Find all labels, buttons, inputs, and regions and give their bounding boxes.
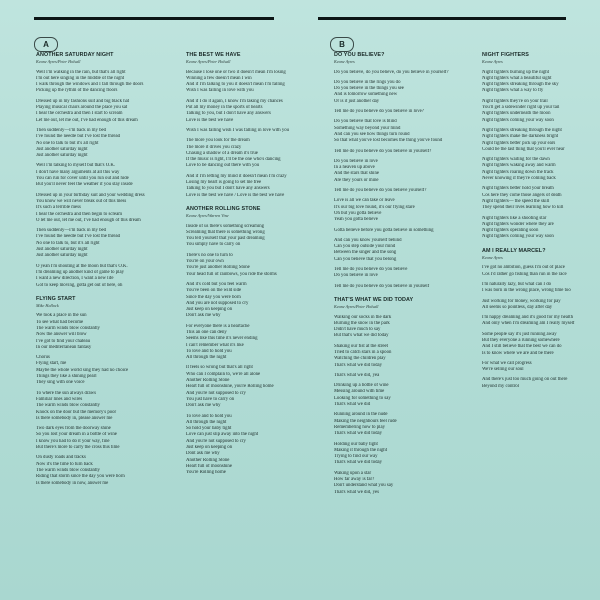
lyric-line: All through the night (186, 419, 227, 425)
stanza (482, 70, 600, 95)
song-block (36, 296, 162, 487)
song-block (186, 52, 312, 199)
lyric-line: That's what we did today (334, 362, 383, 368)
lyric-line: Wish I was falling in love with you (186, 88, 254, 94)
stanza (186, 128, 312, 134)
lyric-line: But there's more to carry the cross this time (36, 445, 120, 451)
lyric-line: That's what we did today (334, 431, 383, 437)
lyric-line: Another Rolling Stone (186, 457, 230, 463)
top-rule-right (318, 17, 566, 20)
lyric-line: Riding that storm since the day you were born (36, 474, 125, 480)
lyric-line: And only when I'm dreaming am I really myself (482, 321, 575, 327)
lyric-line: We're selling our soul (482, 367, 524, 373)
lyric-line: So you lost your dream in a bottle of wine (36, 432, 117, 438)
stanza (482, 216, 600, 241)
lyric-line: I know you had to do it your way, fine (36, 438, 110, 444)
song-credit: Keane Ayres/Warren Vine (186, 213, 229, 219)
lyric-line: Knock on the door but the memory's poor (36, 409, 117, 415)
song-credit: Keane Ayres/Peter Holsall (334, 304, 379, 310)
lyric-line: Then suddenly—I'm back in my bed (36, 228, 107, 234)
lyric-line: You simply have to carry on (186, 242, 241, 248)
lyric-line: No one to talk to but it's all right (36, 140, 99, 146)
stanza (36, 70, 162, 95)
song-title: ANOTHER ROLLING STONE (186, 205, 261, 212)
lyric-line: That's what we did (334, 402, 371, 408)
lyric-line: Night fighters burning up the night (482, 69, 550, 75)
stanza (36, 128, 162, 159)
lyric-line: Then suddenly—I'm back in my bed (36, 127, 107, 133)
lyric-line: Remembering how to play (334, 424, 386, 430)
lyric-line: O let me out, let me out, I've had enough of this dream (36, 217, 141, 223)
lyric-line: Just keep on keeping on (186, 307, 233, 313)
stanza (482, 128, 600, 153)
stanza (334, 442, 460, 467)
stanza (186, 282, 312, 320)
lyric-line: Because I lose one or two it doesn't mean I'm losing (186, 69, 286, 75)
stanza (334, 159, 460, 184)
song-credit: Keane Ayres (482, 255, 503, 261)
song-title: FLYING START (36, 295, 76, 302)
song-credit: Keane Ayres/Peter Holsall (36, 59, 81, 65)
lyric-line: Waking upon a star (334, 470, 372, 476)
lyric-line: You can run for cover until you run out and hide (36, 176, 129, 182)
song-title: DO YOU BELIEVE? (334, 52, 385, 58)
lyric-line: Messing around with time (334, 389, 385, 395)
lyric-line: In a heaven up above (334, 165, 375, 171)
lyric-line: I've found the needle but I've lost the thread (36, 134, 121, 140)
stanza (36, 313, 162, 351)
stanza (186, 70, 312, 95)
lyric-line: It's our big love found, it's our flying stare (334, 204, 415, 210)
lyric-line: Just another saturday night (36, 253, 88, 259)
lyric-line: But they everyone a running somewhere (482, 337, 560, 343)
lyric-line: The more it drives you crazy (186, 144, 242, 150)
lyric-line: Familiar lines and wires (36, 396, 83, 402)
lyric-line: Night fighters make the darkness bright (482, 134, 559, 140)
lyric-line: Night fighters waking away and warm (482, 163, 556, 169)
stanza (36, 391, 162, 422)
lyric-line: You've been on the wild side (186, 288, 242, 294)
lyric-line: Who can I complain to, we're all alone (186, 371, 261, 377)
stanza (482, 99, 600, 124)
lyric-line: Don't ask me why (186, 403, 221, 409)
lyric-line: Running around in the nude (334, 412, 388, 418)
lyric-line: Night fighters they're on your trail (482, 98, 548, 104)
lyric-line: Do you believe in love (334, 158, 378, 164)
lyric-line: Do you believe that love is blind (334, 119, 397, 125)
lyric-line: The warm winds blow constantly (36, 325, 100, 331)
lyric-line: But you'll never feel the weather if you stay inside (36, 182, 133, 188)
lyric-line: So that what you've lost becomes the thing you've found (334, 138, 443, 144)
stanza (36, 264, 162, 289)
lyric-line: Between the singer and the song (334, 250, 397, 256)
lyric-line: Heart full of moonshine, you're Rolling home (186, 384, 274, 390)
song-credit: Keane Ayres/Peter Holsall (186, 59, 231, 65)
lyric-line: Well I'm talking to myself but that's O.K. (36, 163, 116, 169)
lyric-line: Losing my heart is going to set me free (186, 180, 262, 186)
lyric-line: And you're not supposed to cry (186, 438, 246, 444)
song-block (36, 52, 162, 289)
stanza (482, 186, 600, 211)
lyric-line: Or is it just another day (334, 98, 380, 104)
stanza (36, 99, 162, 124)
lyric-line: Two dark eyes from the doorway shine (36, 426, 111, 432)
lyric-line: I've got no ambition, guess I'm out of place (482, 265, 565, 271)
lyric-line: Got to keep moving, gotta get out of here, oh (36, 282, 123, 288)
stanza (482, 332, 600, 357)
lyric-line: On dusty roads and tracks (36, 455, 86, 461)
lyric-line: It's such a terrible mess (36, 205, 81, 211)
stanza (36, 426, 162, 451)
stanza (36, 228, 162, 259)
lyric-line: Another Rolling Stone (186, 378, 230, 384)
lyric-line: Since the day you were born (186, 294, 241, 300)
lyric-line: Put all my money in the sports of hearts (186, 105, 263, 111)
lyric-line: And you're not supposed to cry (186, 390, 246, 396)
lyric-line: Making it through the night (334, 447, 388, 453)
stanza (482, 315, 600, 328)
lyric-line: Chorus (36, 355, 50, 361)
lyric-line: Dressed up in your birthday suit and your wedding dress (36, 192, 145, 198)
lyric-line: Love to be dancing out there with you (186, 163, 260, 169)
lyric-line: Talking to you but I don't have any answers (186, 186, 270, 192)
lyric-line: Just keep on keeping on (186, 445, 233, 451)
lyric-line: Just working for money, working for pay (482, 298, 561, 304)
lyric-line: It feels so wrong but that's all right (186, 365, 253, 371)
lyric-line: Do you believe, do you believe, do you believe in yourself? (334, 69, 449, 75)
lyric-line: Dont ask me why (186, 451, 220, 457)
lyric-line: Night fighters what a beautiful sight (482, 75, 552, 81)
lyric-line: Things they like a shining pearl (36, 374, 97, 380)
lyric-line: Walking our socks in the dark (334, 314, 392, 320)
lyric-line: Love is all we can take or leave (334, 198, 395, 204)
lyric-line: For everyone there is a heartache (186, 323, 250, 329)
song-title: THE BEST WE HAVE (186, 52, 241, 58)
lyric-line: Cos I'd rather go fishing than run in the race (482, 271, 567, 277)
lyric-line: To see what had become (36, 319, 84, 325)
stanza (334, 149, 460, 155)
lyric-line: Is there somebody in now, answer me (36, 480, 109, 486)
stanza (36, 163, 162, 188)
lyric-line: Night fighters what a way to fly (482, 88, 544, 94)
lyric-line: Beyond my control (482, 383, 520, 389)
lyric-line: Never knowing if they're coming back (482, 176, 556, 182)
stanza (334, 471, 460, 496)
stanza (334, 238, 460, 263)
lyric-line: Talking to you, but I don't have any answers (186, 111, 271, 117)
stanza (334, 198, 460, 223)
lyric-line: Tell me do you believe do you believe in yourself? (334, 148, 432, 154)
stanza (334, 344, 460, 369)
lyric-line: Picking up the rythm of the dancing floors (36, 88, 118, 94)
lyric-line: Seems like this time it's never ending (186, 336, 258, 342)
stanza (334, 267, 460, 280)
stanza (482, 377, 600, 390)
lyric-line: Inside of us there's something screaming (186, 223, 264, 229)
song-block (482, 248, 600, 390)
song-credit: Keane Ayres (334, 59, 355, 65)
lyric-line: For what we call progress (482, 360, 532, 366)
lyric-line: Can you step outside your mind (334, 244, 396, 250)
lyric-line: But that's what we did today (334, 333, 389, 339)
lyric-line: To love and to hold you (186, 348, 232, 354)
lyric-line: Burning the snow in the park (334, 320, 390, 326)
lyric-line: Some people say it's just running away (482, 331, 557, 337)
lyric-line: Tell me do you believe do you believe (334, 267, 408, 273)
lyrics-column-4 (482, 52, 600, 397)
top-rule-left (34, 17, 274, 20)
lyric-line: I hear the orchestra and then I start to scream (36, 111, 123, 117)
lyric-line: I was born in the wrong place, wrong time too (482, 288, 571, 294)
lyric-line: The warm winds blow constantly (36, 403, 100, 409)
lyric-line: Love is the best we have / Love is the best we have (186, 192, 285, 198)
lyric-line: O yeah I'm shouting at the moon but that's O.K. (36, 263, 128, 269)
stanza (186, 253, 312, 278)
lyric-line: Didn't have much to say (334, 327, 381, 333)
lyric-line: Chasing a shadow of a dream it's true (186, 150, 258, 156)
lyric-line: Playing musical chairs around the place you sat (36, 105, 128, 111)
lyric-line: Night fighters— the speed the skill (482, 198, 550, 204)
lyric-line: I've got to find your chateau (36, 338, 91, 344)
song-block (482, 52, 600, 241)
lyric-line: Night fighters better hold your breath (482, 186, 554, 192)
lyric-line: Love is the best we have (186, 117, 234, 123)
lyric-line: So hold your baby tight (186, 426, 232, 432)
lyric-line: I've found the needle but I've lost the thread (36, 234, 121, 240)
lyric-line: If the music is right, I'll be the one who's dancing (186, 157, 281, 163)
lyric-line: Night fighters underneath the moon (482, 111, 551, 117)
lyric-line: And can you see how things turn round (334, 131, 410, 137)
lyric-line: Trying to find our way (334, 454, 378, 460)
stanza (334, 80, 460, 105)
lyric-line: Heart full of moonshine (186, 463, 232, 469)
lyric-line: The warm winds blow constantly (36, 467, 100, 473)
lyric-line: All seems so pointless, day after day (482, 304, 553, 310)
lyric-line: Your head full of rainbows, you ride the storms (186, 271, 277, 277)
lyric-line: I can't remember what it's like (186, 342, 244, 348)
lyric-line: Now the answer will blow (36, 332, 87, 338)
stanza (482, 282, 600, 295)
lyric-line: Night fighters wonder where they are (482, 221, 554, 227)
lyric-line: Night fighters better pick up your ears (482, 140, 556, 146)
lyric-line: And can you know yourself behind (334, 237, 402, 243)
lyric-line: Tell me do you believe do you believe in love? (334, 109, 424, 115)
lyric-line: Watching the children play (334, 356, 386, 362)
lyric-line: That's what we did, yea (334, 372, 380, 378)
lyric-line: And you are not supposed to cry (186, 300, 249, 306)
lyric-line: I'm out here singing in the middle of the night (36, 75, 125, 81)
lyric-line: To love and to hold you (186, 413, 232, 419)
lyric-line: And if I'm talking to you it doesn't mean I'm falling (186, 82, 285, 88)
lyric-line: Don't ask me why (186, 313, 221, 319)
lyric-line: Gotta believe before you gotta believe in something (334, 227, 434, 233)
stanza (186, 365, 312, 409)
lyric-line: Night fighters coming your way soon (482, 117, 554, 123)
lyric-line: Yeah you gotta believe (334, 217, 378, 223)
lyric-line: In our mediterranean fantasy (36, 344, 92, 350)
lyric-line: And there's just too much going on out there (482, 377, 568, 383)
lyric-line: I'm happy dreaming and it's good for my health (482, 315, 573, 321)
lyric-line: Love can just slip away into the night (186, 432, 259, 438)
lyric-line: Night fighters like a shooting star (482, 215, 547, 221)
lyric-line: Just another saturday night (36, 247, 88, 253)
lyric-line: Is to know where we are and be there (482, 350, 554, 356)
stanza (482, 157, 600, 182)
song-title: THAT'S WHAT WE DID TODAY (334, 296, 414, 303)
lyric-line: Don't understand what you say (334, 483, 394, 489)
lyric-line: Making the neighbours feel rude (334, 418, 397, 424)
lyric-line: Is there somebody in, please answer me (36, 415, 113, 421)
lyric-line: They spend their lives learning how to kill (482, 205, 564, 211)
stanza (334, 315, 460, 340)
lyric-line: Tell me do you believe do you believe yourself? (334, 188, 427, 194)
stanza (334, 119, 460, 144)
stanza (482, 265, 600, 278)
lyric-line: You'll get a sidewinder right up your tail (482, 105, 560, 111)
lyric-line: And the stars that shine (334, 171, 380, 177)
lyric-line: To where the sun always draws (36, 390, 97, 396)
lyric-line: I'm naturally lazy, but what can I do (482, 281, 552, 287)
lyric-line: That's what we did today (334, 460, 383, 466)
lyric-line: Can you believe that you belong (334, 256, 397, 262)
song-title: NIGHT FIGHTERS (482, 52, 529, 58)
lyric-line: Cos here they come those angels of death (482, 192, 562, 198)
stanza (186, 414, 312, 477)
stanza (36, 193, 162, 224)
song-credit: Mike Hallock (36, 303, 59, 309)
stanza (334, 70, 460, 76)
song-credit: Keane Ayres (482, 59, 503, 65)
side-b-label: B (330, 37, 354, 52)
lyric-line: I'm dreaming up another kind of game to play (36, 269, 124, 275)
song-block (186, 206, 312, 477)
lyric-line: I hear the orchestra and then begin to scream (36, 211, 123, 217)
lyric-line: Just another saturday night (36, 153, 88, 159)
lyric-line: Do you believe in love (334, 273, 378, 279)
lyric-line: And I still believe that the best we can do (482, 344, 562, 350)
lyric-line: I don't have many arguments at all this way (36, 169, 120, 175)
stanza (334, 383, 460, 408)
lyric-line: Shaking our fist at the street (334, 343, 388, 349)
lyric-line: Holding our baby tight (334, 441, 378, 447)
stanza (334, 284, 460, 290)
lyrics-column-1 (36, 52, 162, 494)
stanza (482, 361, 600, 374)
stanza (186, 224, 312, 249)
lyric-line: Something way beyond your mind (334, 125, 401, 131)
lyric-line: Night fighters streaking through the night (482, 127, 562, 133)
lyric-line: Just another saturday night (36, 146, 88, 152)
stanza (186, 324, 312, 362)
lyric-line: Now it's the time to turn back (36, 461, 93, 467)
lyric-line: Tried to catch stars in a spoon (334, 349, 392, 355)
lyric-line: Tell me do you believe do you believe in yourself (334, 283, 430, 289)
lyric-line: Wish I was falling wish I was falling in love with you (186, 127, 290, 133)
song-title: ANOTHER SATURDAY NIGHT (36, 52, 114, 58)
stanza (334, 188, 460, 194)
lyric-line: That's what we did, yes (334, 489, 379, 495)
lyric-line: This an one can deny (186, 329, 227, 335)
stanza (186, 99, 312, 124)
lyric-line: You tell yourself that your past dreaming (186, 236, 265, 242)
lyric-line: Night fighters operating soon (482, 228, 539, 234)
lyric-line: All through the night (186, 355, 227, 361)
lyric-line: Night fighters coming your way soon (482, 234, 554, 240)
lyric-line: You're Rolling home (186, 470, 226, 476)
stanza (334, 412, 460, 437)
lyric-line: I want a new direction, I want a new life (36, 276, 114, 282)
lyric-line: Looking for something to say (334, 395, 391, 401)
lyric-line: Dressed up in my fashions suit and big black hat (36, 98, 130, 104)
lyric-line: No one to talk to, but it's all right (36, 240, 100, 246)
stanza (334, 109, 460, 115)
lyric-line: You know we will never break out of this mess (36, 198, 127, 204)
lyric-line: They sing with one voice (36, 380, 85, 386)
lyric-line: Do you believe in the things you see (334, 86, 404, 92)
lyric-line: Could be the last thing that you'll ever hear (482, 146, 565, 152)
lyrics-column-3 (334, 52, 460, 503)
stanza (36, 355, 162, 386)
lyric-line: Flying start, me (36, 361, 67, 367)
lyric-line: Well I'm walking in the rain, but that's all right (36, 69, 126, 75)
lyric-line: And is tomorrow something new (334, 92, 398, 98)
lyric-line: Winning a few doesn't mean I win (186, 75, 252, 81)
lyric-line: There's no one to turn to (186, 252, 233, 258)
lyric-line: I walk through the windows and I fall through the doors (36, 82, 144, 88)
song-block (334, 297, 460, 496)
lyric-line: Night fighters streaking through the sky (482, 82, 559, 88)
stanza (334, 228, 460, 234)
lyric-line: Oh but you gotta believe (334, 210, 382, 216)
lyric-line: Do you believe in the rings you do (334, 79, 401, 85)
lyric-line: And if I do it again, I know I'm taking my chances (186, 98, 283, 104)
lyric-line: And it's cold but you feel warm (186, 281, 247, 287)
lyric-line: Are they yours or mine (334, 177, 379, 183)
lyrics-column-2 (186, 52, 312, 484)
stanza (482, 299, 600, 312)
lyric-line: Let me out, let me out, I've had enough of this dream (36, 117, 138, 123)
song-block (334, 52, 460, 290)
lyric-line: The more you look for the dream (186, 138, 250, 144)
stanza (186, 138, 312, 169)
lyric-line: Night fighters roaring down the track (482, 169, 554, 175)
lyric-line: We took a place in the sun (36, 313, 87, 319)
stanza (186, 174, 312, 199)
lyric-line: Night fighters waiting for the dawn (482, 157, 550, 163)
lyric-line: You're on your own (186, 259, 224, 265)
lyric-line: You're just another Rolling Stone (186, 265, 250, 271)
song-title: AM I REALLY MARCEL? (482, 247, 546, 254)
stanza (334, 373, 460, 379)
lyric-line: How far away is far? (334, 477, 375, 483)
lyric-line: Screaming that there is something wrong (186, 229, 265, 235)
lyric-line: You just have to carry on (186, 396, 235, 402)
side-a-label: A (34, 37, 58, 52)
lyric-line: And if I'm letting my mind it doesn't mean I'm crazy (186, 173, 287, 179)
lyric-line: Maybe the whole world sing they had no choice (36, 367, 129, 373)
stanza (36, 455, 162, 486)
lyric-line: Drinking up a bottle of wine (334, 383, 389, 389)
